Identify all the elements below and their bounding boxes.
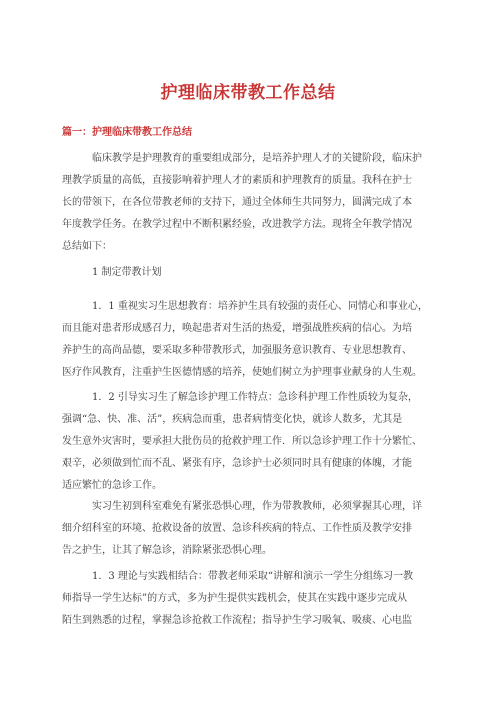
- text-line: 陌生到熟悉的过程，掌握急诊抢救工作流程；指导护生学习吸氧、吸痰、心电监: [62, 615, 412, 626]
- text-line: 1．2 引导实习生了解急诊护理工作特点：急诊科护理工作性质较为复杂，: [92, 392, 418, 403]
- paragraph-1-1: [62, 296, 434, 384]
- text-line: 而且能对患者形成感召力，唤起患者对生活的热爱，增强战胜疾病的信心。为培: [62, 323, 412, 334]
- text-line: 强调“急、快、准、活”，疾病急而重，患者病情变化快，就诊人数多，尤其是: [62, 414, 403, 425]
- text-line: 1 制定带教计划: [92, 267, 162, 278]
- text-line: 医疗作风教育，注重护生医德情感的培养，使她们树立为护理事业献身的人生观。: [62, 367, 422, 378]
- text-line: 师指导一学生达标”的方式，多为护生提供实践机会，使其在实践中逐步完成从: [62, 593, 408, 604]
- text-line: 艰辛，必须做到忙而不乱、紧张有序，急诊护士必须同时具有健康的体魄，才能: [62, 458, 412, 469]
- text-line: 1．1 重视实习生思想教育：培养护生具有较强的责任心、同情心和事业心，: [92, 301, 428, 312]
- section-heading: 篇一：护理临床带教工作总结: [62, 127, 192, 138]
- paragraph-heading-plan: [62, 262, 434, 284]
- text-line: 长的带领下，在各位带教老师的支持下，通过全体师生共同努力，圆满完成了本: [62, 197, 412, 208]
- text-line: 发生意外灾害时，要承担大批伤员的抢救护理工作．所以急诊护理工作十分繁忙、: [62, 436, 422, 447]
- text-line: 养护生的高尚品德，要采取多种带教形式，加强服务意识教育、专业思想教育、: [62, 345, 412, 356]
- text-line: 1．3 理论与实践相结合：带教老师采取“讲解和演示一学生分组练习一教: [92, 571, 414, 582]
- paragraph-intro: [62, 148, 434, 258]
- text-line: 告之护生，让其了解急诊，消除紧张恐惧心理。: [62, 545, 272, 556]
- text-line: 适应繁忙的急诊工作。: [62, 480, 162, 491]
- text-line: 年度教学任务。在教学过程中不断积累经验，改进教学方法。现将全年教学情况: [62, 219, 412, 230]
- paragraph-psychology: [62, 496, 434, 562]
- text-line: 临床教学是护理教育的重要组成部分，是培养护理人才的关键阶段，临床护: [92, 153, 422, 164]
- text-line: 总结如下：: [62, 241, 112, 252]
- text-line: 细介绍科室的环境、抢救设备的放置、急诊科疾病的特点、工作性质及教学安排: [62, 523, 412, 534]
- document-title: 护理临床带教工作总结: [160, 83, 336, 103]
- text-line: 理教学质量的高低，直接影响着护理人才的素质和护理教育的质量。我科在护士: [62, 175, 412, 186]
- paragraph-1-2: [62, 387, 434, 497]
- paragraph-1-3: [62, 566, 434, 632]
- text-line: 实习生初到科室难免有紧张恐惧心理，作为带教教师，必须掌握其心理，详: [92, 501, 422, 512]
